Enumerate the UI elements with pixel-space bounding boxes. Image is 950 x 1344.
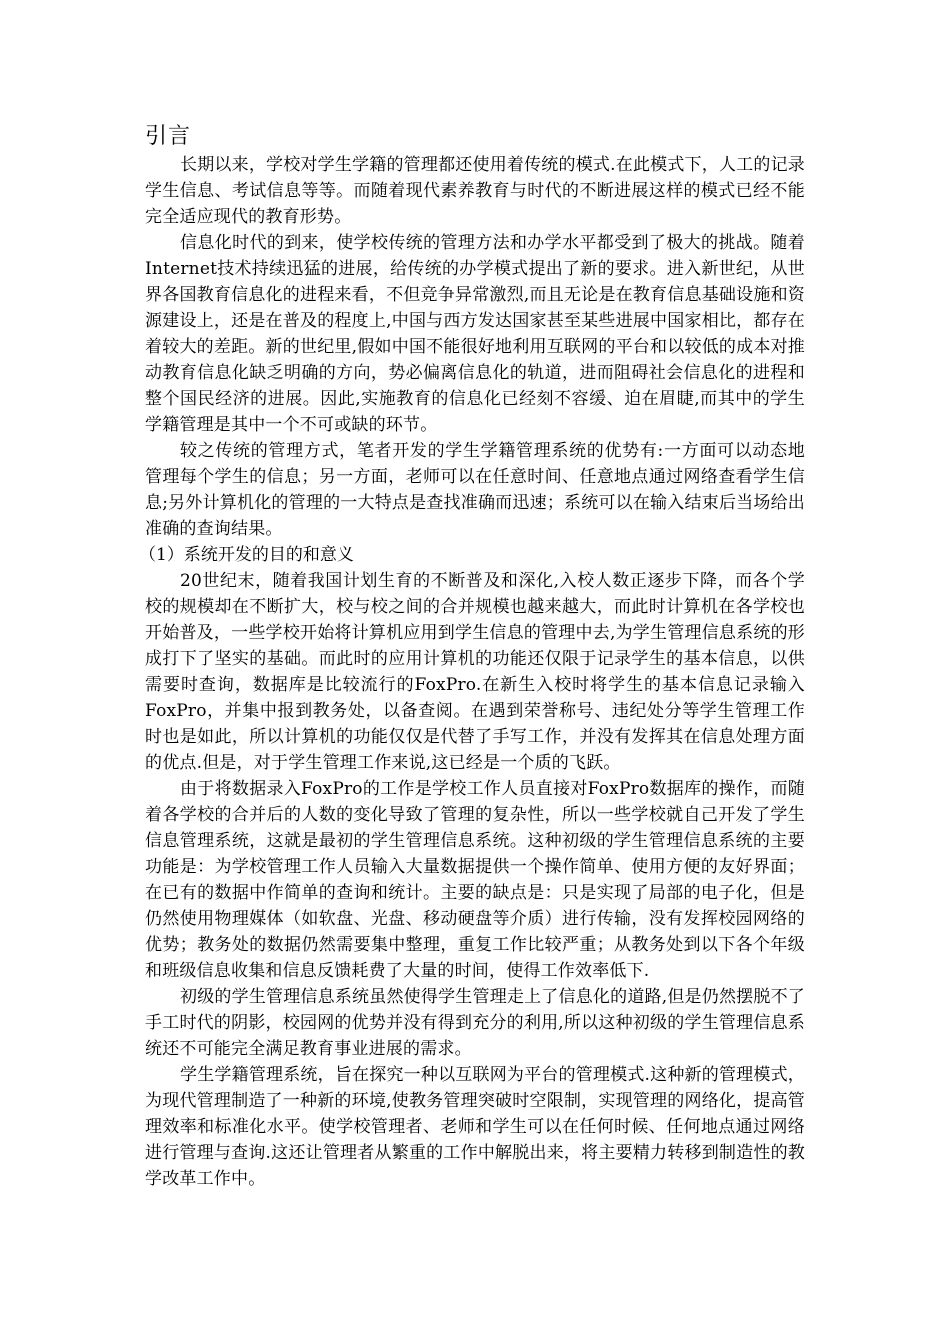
paragraph: 20世纪末，随着我国计划生育的不断普及和深化,入校人数正逐步下降，而各个学校的规模却在不断扩大，校与校之间的合并规模也越来越大，而此时计算机在各学校也开始普及，一些学校开始将计算机应用到学生信息的管理中去,为学生管理信息系统的形成打下了坚实的基础。而此时的应用计算机的功能还仅限于记录学生的基本信息，以供需要时查询，数据库是比较流行的FoxPro.在新生入校时将学生的基本信息记录输入FoxPro，并集中报到教务处，以备查阅。在遇到荣誉称号、违纪处分等学生管理工作时也是如此，所以计算机的功能仅仅是代替了手写工作，并没有发挥其在信息处理方面的优点.但是，对于学生管理工作来说,这已经是一个质的飞跃。 — [145, 571, 805, 773]
subsection-heading: （1）系统开发的目的和意义 — [139, 545, 354, 565]
paragraph: 较之传统的管理方式，笔者开发的学生学籍管理系统的优势有:一方面可以动态地管理每个学生的信息；另一方面，老师可以在任意时间、任意地点通过网络查看学生信息;另外计算机化的管理的一大特点是查找准确而迅速；系统可以在输入结束后当场给出准确的查询结果。 — [145, 441, 805, 539]
paragraph: 信息化时代的到来，使学校传统的管理方法和办学水平都受到了极大的挑战。随着Internet技术持续迅猛的进展，给传统的办学模式提出了新的要求。进入新世纪，从世界各国教育信息化的进程来看，不但竞争异常激烈,而且无论是在教育信息基础设施和资源建设上，还是在普及的程度上,中国与西方发达国家甚至某些进展中国家相比，都存在着较大的差距。新的世纪里,假如中国不能很好地利用互联网的平台和以较低的成本对推动教育信息化缺乏明确的方向，势必偏离信息化的轨道，进而阻碍社会信息化的进程和整个国民经济的进展。因此,实施教育的信息化已经刻不容缓、迫在眉睫,而其中的学生学籍管理是其中一个不可或缺的环节。 — [145, 233, 805, 435]
paragraph: 学生学籍管理系统，旨在探究一种以互联网为平台的管理模式.这种新的管理模式，为现代管理制造了一种新的环境,使教务管理突破时空限制，实现管理的网络化，提高管理效率和标准化水平。使学校管理者、老师和学生可以在任何时候、任何地点通过网络进行管理与查询.这还让管理者从繁重的工作中解脱出来，将主要精力转移到制造性的教学改革工作中。 — [145, 1065, 805, 1189]
section-heading: 引言 — [145, 124, 192, 149]
paragraph: 长期以来，学校对学生学籍的管理都还使用着传统的模式.在此模式下，人工的记录学生信息、考试信息等等。而随着现代素养教育与时代的不断进展这样的模式已经不能完全适应现代的教育形势。 — [145, 155, 805, 227]
document-body — [139, 122, 805, 1192]
paragraph: 由于将数据录入FoxPro的工作是学校工作人员直接对FoxPro数据库的操作，而随着各学校的合并后的人数的变化导致了管理的复杂性，所以一些学校就自己开发了学生信息管理系统，这就是最初的学生管理信息系统。这种初级的学生管理信息系统的主要功能是：为学校管理工作人员输入大量数据提供一个操作简单、使用方便的友好界面；在已有的数据中作简单的查询和统计。主要的缺点是：只是实现了局部的电子化，但是仍然使用物理媒体（如软盘、光盘、移动硬盘等介质）进行传输，没有发挥校园网络的优势；教务处的数据仍然需要集中整理，重复工作比较严重；从教务处到以下各个年级和班级信息收集和信息反馈耗费了大量的时间，使得工作效率低下. — [145, 779, 805, 981]
paragraph: 初级的学生管理信息系统虽然使得学生管理走上了信息化的道路,但是仍然摆脱不了手工时代的阴影，校园网的优势并没有得到充分的利用,所以这种初级的学生管理信息系统还不可能完全满足教育事业进展的需求。 — [145, 987, 805, 1059]
